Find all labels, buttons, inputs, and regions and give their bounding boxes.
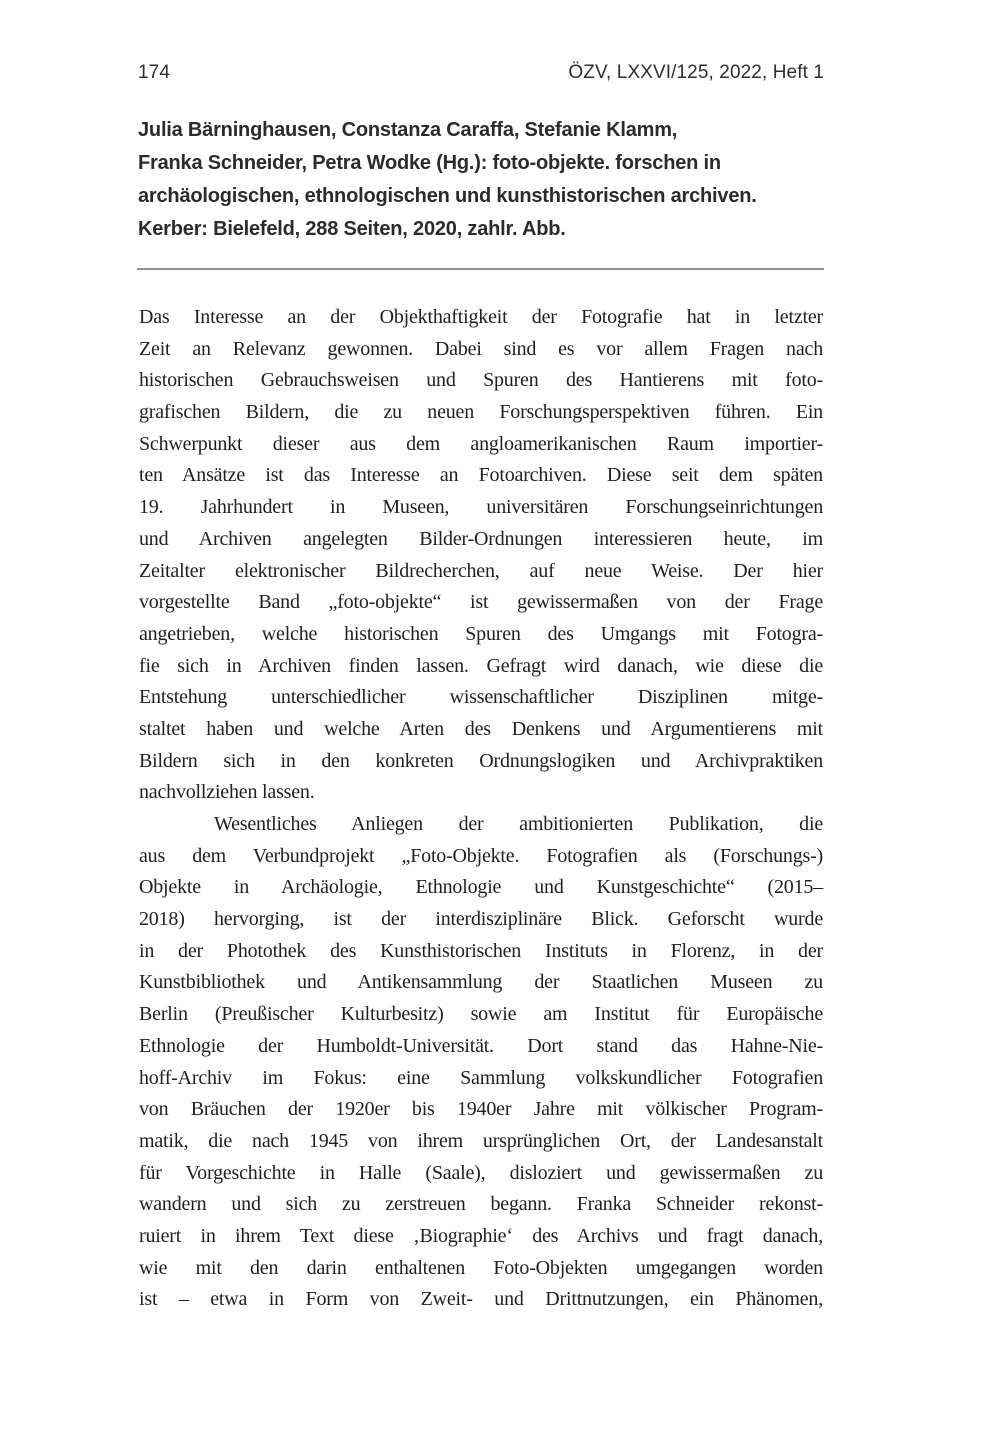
body-line: historischen Gebrauchsweisen und Spuren des Hantierens mit foto-: [139, 369, 823, 392]
body-line: 19. Jahrhundert in Museen, universitären Forschungseinrichtungen: [139, 496, 823, 519]
body-line: fie sich in Archiven finden lassen. Gefragt wird danach, wie diese die: [139, 654, 823, 677]
body-line: ruiert in ihrem Text diese ‚Biographie‘ des Archivs und fragt danach,: [139, 1224, 823, 1247]
journal-reference: ÖZV, LXXVI/125, 2022, Heft 1: [568, 62, 824, 83]
body-line: von Bräuchen der 1920er bis 1940er Jahre mit völkischer Program-: [139, 1098, 823, 1121]
body-line: ten Ansätze ist das Interesse an Fotoarchiven. Diese seit dem späten: [139, 464, 823, 487]
body-line: Schwerpunkt dieser aus dem angloamerikanischen Raum importier-: [139, 432, 823, 455]
body-line: Bildern sich in den konkreten Ordnungslogiken und Archivpraktiken: [139, 749, 823, 772]
body-line: Das Interesse an der Objekthaftigkeit der Fotografie hat in letzter: [139, 306, 823, 328]
body-line: matik, die nach 1945 von ihrem ursprünglichen Ort, der Landesanstalt: [139, 1129, 823, 1152]
body-line: Berlin (Preußischer Kulturbesitz) sowie am Institut für Europäische: [139, 1003, 823, 1026]
review-body-text: [139, 302, 823, 1316]
body-line: Objekte in Archäologie, Ethnologie und Kunstgeschichte“ (2015–: [139, 876, 823, 899]
body-line: ist – etwa in Form von Zweit- und Drittnutzungen, ein Phänomen,: [139, 1288, 823, 1311]
body-line: angetrieben, welche historischen Spuren des Umgangs mit Fotogra-: [139, 622, 823, 645]
body-line: Zeit an Relevanz gewonnen. Dabei sind es vor allem Fragen nach: [139, 337, 823, 360]
body-line: für Vorgeschichte in Halle (Saale), disloziert und gewissermaßen zu: [139, 1161, 823, 1184]
body-line: aus dem Verbundprojekt „Foto-Objekte. Fotografien als (Forschungs-): [139, 844, 823, 867]
body-line: wie mit den darin enthaltenen Foto-Objekten umgegangen worden: [139, 1256, 823, 1279]
body-line: staltet haben und welche Arten des Denkens und Argumentierens mit: [139, 717, 823, 740]
body-line: in der Photothek des Kunsthistorischen Instituts in Florenz, in der: [139, 939, 823, 962]
body-line: 2018) hervorging, ist der interdisziplinäre Blick. Geforscht wurde: [139, 908, 823, 931]
book-citation-heading: [138, 114, 838, 246]
body-line: hoff-Archiv im Fokus: eine Sammlung volkskundlicher Fotografien: [139, 1066, 823, 1089]
page-number: 174: [138, 62, 171, 83]
body-line: Ethnologie der Humboldt-Universität. Dort stand das Hahne-Nie-: [139, 1034, 823, 1057]
body-line: Zeitalter elektronischer Bildrecherchen, auf neue Weise. Der hier: [139, 559, 823, 582]
divider-rule: [137, 268, 824, 270]
body-line: Entstehung unterschiedlicher wissenschaftlicher Disziplinen mitge-: [139, 686, 823, 709]
body-line: und Archiven angelegten Bilder-Ordnungen interessieren heute, im: [139, 527, 823, 550]
body-line: nachvollziehen lassen.: [139, 781, 315, 804]
body-line: grafischen Bildern, die zu neuen Forschungsperspektiven führen. Ein: [139, 401, 823, 424]
body-line: wandern und sich zu zerstreuen begann. Franka Schneider rekonst-: [139, 1193, 823, 1216]
page-header: [138, 62, 824, 84]
heading-line: Julia Bärninghausen, Constanza Caraffa, Stefanie Klamm,: [138, 119, 678, 141]
body-line: vorgestellte Band „foto-objekte“ ist gewissermaßen von der Frage: [139, 591, 823, 614]
heading-line: Franka Schneider, Petra Wodke (Hg.): foto-objekte. forschen in: [138, 152, 721, 174]
body-line: Wesentliches Anliegen der ambitionierten Publikation, die: [214, 813, 823, 835]
heading-line: Kerber: Bielefeld, 288 Seiten, 2020, zahlr. Abb.: [138, 218, 566, 240]
body-line: Kunstbibliothek und Antikensammlung der Staatlichen Museen zu: [139, 971, 823, 994]
heading-line: archäologischen, ethnologischen und kunsthistorischen archiven.: [138, 185, 757, 207]
